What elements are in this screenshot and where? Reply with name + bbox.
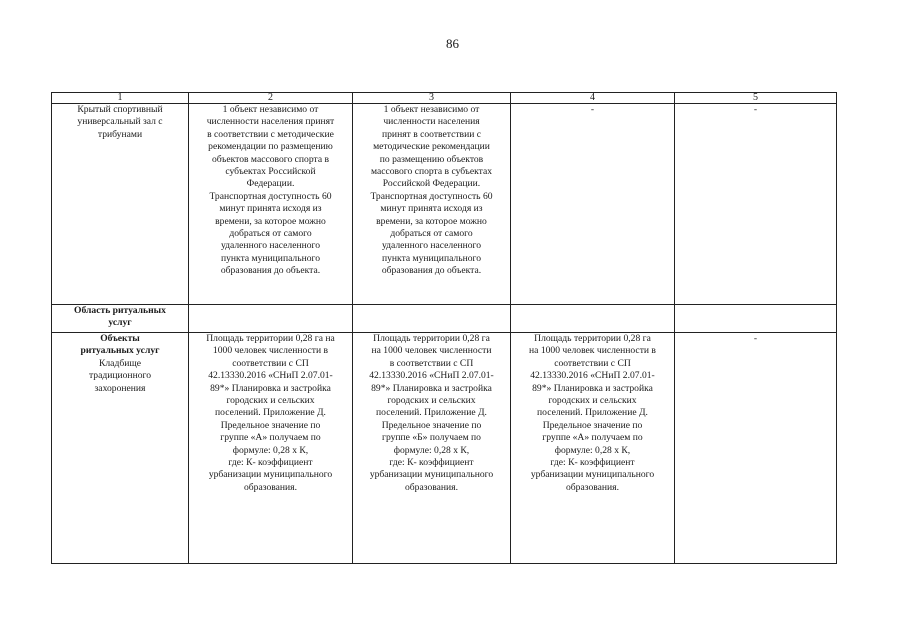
text-line: поселений. Приложение Д. <box>537 407 648 419</box>
text-line: Область ритуальных <box>74 305 166 316</box>
table-row-cemetery <box>52 333 837 564</box>
text-line: Предельное значение по <box>542 419 643 431</box>
text-line: минут принята исходя из <box>380 203 483 215</box>
text-line: где: К- коэффициент <box>228 457 313 469</box>
text-line: численности населения принят <box>206 116 335 128</box>
text-line: услуг <box>108 317 132 329</box>
text-line: численности населения <box>383 116 480 128</box>
text-line: трибунами <box>97 128 143 140</box>
text-line: где: К- коэффициент <box>389 457 474 469</box>
text-line: ритуальных услуг <box>80 345 160 357</box>
text-line: принят в соответствии с <box>382 128 481 140</box>
hall-col3-cell <box>353 104 511 305</box>
text-line: рекомендации по размещению <box>208 141 333 153</box>
text-line: 1 объект независимо от <box>383 104 480 115</box>
text-line: Кладбище <box>99 357 141 369</box>
text-line: 1 объект независимо от <box>222 104 319 115</box>
text-line: образования. <box>243 481 297 493</box>
text-line: Транспортная доступность 60 <box>209 190 332 202</box>
text-line: урбанизации муниципального <box>369 469 494 481</box>
hall-col5-cell: - <box>675 104 837 305</box>
text-line: городских и сельских <box>387 395 476 407</box>
text-line: на 1000 человек численности в <box>529 345 656 357</box>
cemetery-col5-cell: - <box>675 333 837 564</box>
section-empty-cell-3 <box>353 305 511 333</box>
cemetery-col4-cell <box>511 333 675 564</box>
text-line: образования до объекта. <box>381 265 482 277</box>
page-number: 86 <box>446 36 459 51</box>
table-row-sports-hall <box>52 104 837 305</box>
text-line: 42.13330.2016 «СНиП 2.07.01- <box>369 370 494 382</box>
text-line: Площадь территории 0,28 га <box>373 333 490 344</box>
text-line: 1000 человек численности в <box>212 345 329 357</box>
text-line: образования. <box>404 481 458 493</box>
text-line: 42.13330.2016 «СНиП 2.07.01- <box>208 370 333 382</box>
hall-col4-cell: - <box>511 104 675 305</box>
text-line: добраться от самого <box>390 228 473 240</box>
text-line: соответствии с СП <box>554 357 631 369</box>
text-line: 89*» Планировка и застройка <box>210 382 331 394</box>
text-line: урбанизации муниципального <box>208 469 333 481</box>
hall-name-cell <box>52 104 189 305</box>
section-empty-cell-2 <box>189 305 353 333</box>
text-line: универсальный зал с <box>77 116 163 128</box>
text-line: группе «А» получаем по <box>542 432 643 444</box>
header-cell-3: 3 <box>353 93 511 104</box>
text-line: образования. <box>565 481 619 493</box>
text-line: образования до объекта. <box>220 265 321 277</box>
text-line: на 1000 человек численности <box>371 345 492 357</box>
text-line: традиционного <box>88 370 151 382</box>
text-line: урбанизации муниципального <box>530 469 655 481</box>
cemetery-col2-cell <box>189 333 353 564</box>
header-cell-1: 1 <box>52 93 189 104</box>
cemetery-category <box>54 333 186 358</box>
text-line: 89*» Планировка и застройка <box>371 382 492 394</box>
table-row-section-ritual <box>52 305 837 333</box>
text-line: удаленного населенного <box>220 240 321 252</box>
text-line: субъектах Российской <box>225 166 316 178</box>
text-line: методические рекомендации <box>373 141 490 153</box>
cemetery-name-cell <box>52 333 189 564</box>
cemetery-object-name <box>54 358 186 395</box>
text-line: городских и сельских <box>548 395 637 407</box>
section-empty-cell-4 <box>511 305 675 333</box>
text-line: в соответствии с методические <box>207 128 334 140</box>
text-line: формуле: 0,28 х К, <box>554 444 631 456</box>
text-line: минут принята исходя из <box>219 203 322 215</box>
text-line: Федерации. <box>246 178 295 190</box>
text-line: Российской Федерации. <box>382 178 481 190</box>
text-line: Предельное значение по <box>220 419 321 431</box>
text-line: захоронения <box>94 382 146 394</box>
cemetery-col3-cell <box>353 333 511 564</box>
section-empty-cell-5 <box>675 305 837 333</box>
text-line: по размещению объектов <box>379 153 484 165</box>
text-line: в соответствии с СП <box>389 357 474 369</box>
text-line: формуле: 0,28 х К, <box>393 444 470 456</box>
text-line: добраться от самого <box>229 228 312 240</box>
text-line: группе «А» получаем по <box>220 432 321 444</box>
header-cell-4: 4 <box>511 93 675 104</box>
text-line: Крытый спортивный <box>77 104 163 115</box>
text-line: объектов массового спорта в <box>211 153 330 165</box>
text-line: формуле: 0,28 х К, <box>232 444 309 456</box>
text-line: 89*» Планировка и застройка <box>532 382 653 394</box>
text-line: Площадь территории 0,28 га <box>534 333 651 344</box>
header-cell-2: 2 <box>189 93 353 104</box>
text-line: поселений. Приложение Д. <box>376 407 487 419</box>
hall-col2-cell <box>189 104 353 305</box>
header-cell-5: 5 <box>675 93 837 104</box>
text-line: Площадь территории 0,28 га на <box>206 333 335 344</box>
text-line: пункта муниципального <box>220 252 321 264</box>
section-title-cell <box>52 305 189 333</box>
text-line: где: К- коэффициент <box>550 457 635 469</box>
text-line: 42.13330.2016 «СНиП 2.07.01- <box>530 370 655 382</box>
text-line: поселений. Приложение Д. <box>215 407 326 419</box>
text-line: времени, за которое можно <box>376 215 487 227</box>
text-line: времени, за которое можно <box>215 215 326 227</box>
norms-table <box>51 92 837 564</box>
text-line: соответствии с СП <box>232 357 309 369</box>
text-line: пункта муниципального <box>381 252 482 264</box>
text-line: удаленного населенного <box>381 240 482 252</box>
text-line: Предельное значение по <box>381 419 482 431</box>
text-line: Транспортная доступность 60 <box>370 190 493 202</box>
text-line: группе «Б» получаем по <box>382 432 481 444</box>
text-line: городских и сельских <box>226 395 315 407</box>
header-row <box>52 93 837 104</box>
text-line: массового спорта в субъектах <box>370 166 493 178</box>
text-line: Объекты <box>100 333 140 344</box>
